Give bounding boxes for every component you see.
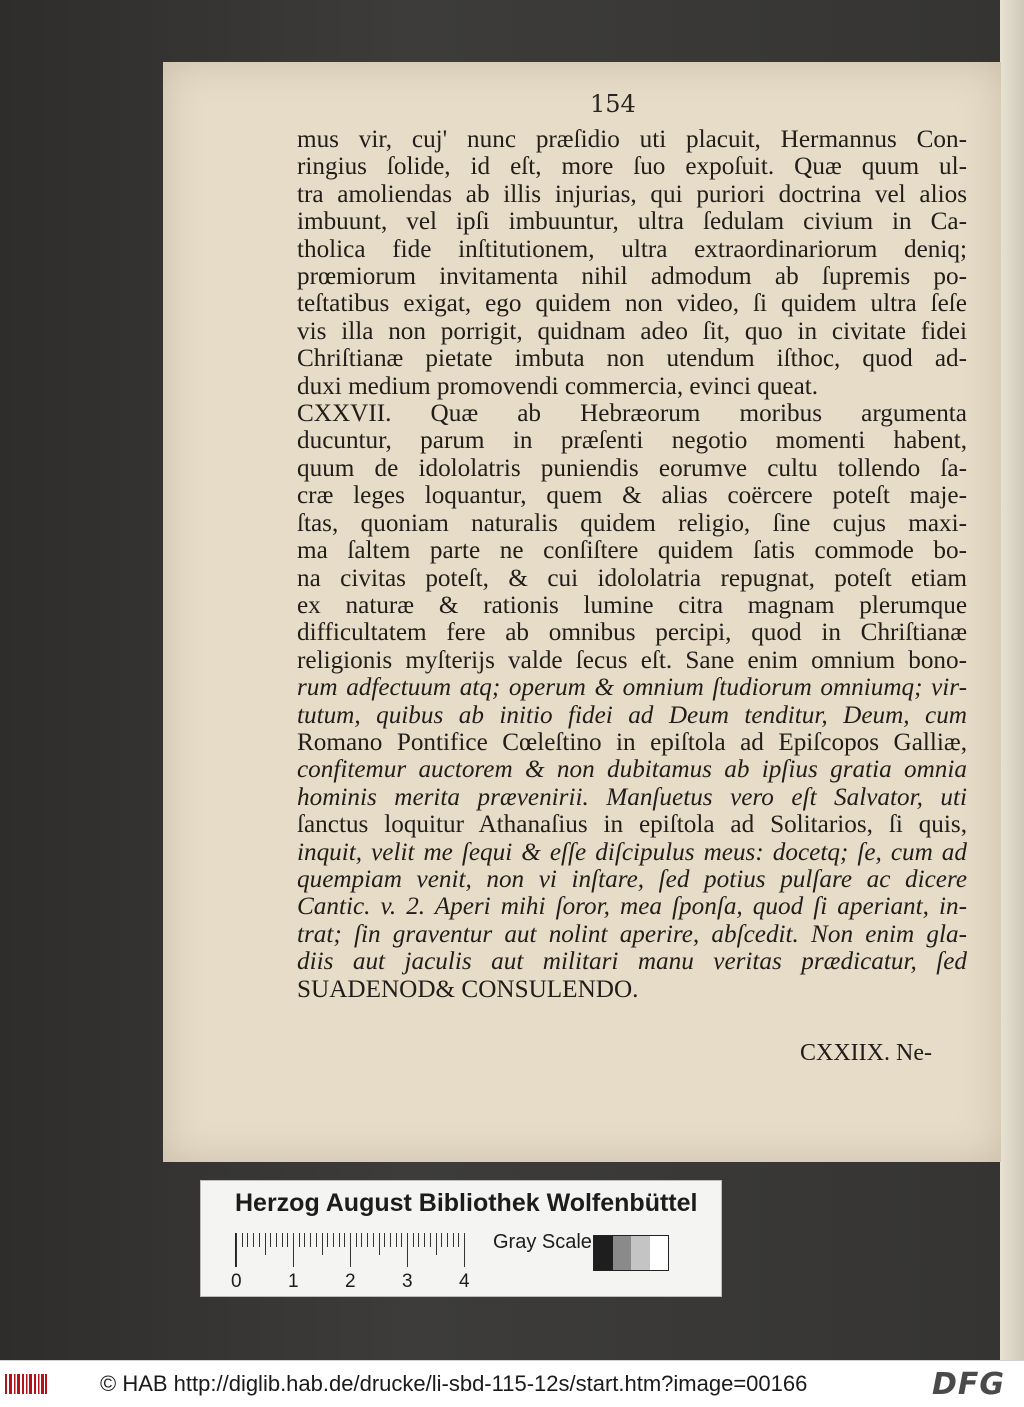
text-line: inquit, velit me ſequi & eſſe diſcipulus meus: docetq; ſe, cum ad <box>297 838 967 866</box>
measurement-ruler <box>235 1233 476 1267</box>
text-line: ſanctus loquitur Athanaſius in epiſtola ad Solitarios, ſi quis, <box>297 811 967 839</box>
text-line: duxi medium promovendi commercia, evinci queat. <box>297 372 819 400</box>
text-line: rum adfectuum atq; operum & omnium ſtudiorum omniumq; vir- <box>297 674 967 702</box>
page-number: 154 <box>590 90 636 118</box>
ruler-tick <box>464 1233 465 1267</box>
hab-barcode-logo-icon <box>4 1371 48 1397</box>
ruler-number: 1 <box>288 1271 299 1292</box>
viewer-footer <box>0 1360 1024 1407</box>
ruler-number: 3 <box>402 1271 413 1292</box>
ruler-tick <box>356 1233 357 1247</box>
ruler-tick <box>316 1233 317 1247</box>
text-line: trat; ſin graventur aut nolint aperire, abſcedit. Non enim gla- <box>297 920 967 948</box>
page-text <box>297 126 967 1003</box>
ruler-tick <box>259 1233 260 1247</box>
text-line: vis illa non porrigit, quidnam adeo ſit, quo in civitate fidei <box>297 317 967 345</box>
text-line: na civitas poteſt, & cui idololatria repugnat, poteſt etiam <box>297 564 967 592</box>
ruler-tick <box>424 1233 425 1247</box>
ruler-tick <box>390 1233 391 1247</box>
ruler-tick <box>458 1233 459 1247</box>
gray-swatch <box>613 1236 632 1270</box>
dfg-logo: DFG <box>932 1367 1006 1402</box>
color-calibration-card <box>200 1180 722 1297</box>
text-line: quempiam venit, non vi inſtare, ſed potius pulſare ac dicere <box>297 865 967 893</box>
text-line: tutum, quibus ab initio fidei ad Deum tenditur, Deum, cum <box>297 701 967 729</box>
text-line: hominis merita prævenirii. Manſuetus vero eſt Salvator, uti <box>297 783 967 811</box>
ruler-tick <box>441 1233 442 1247</box>
gray-scale-swatches <box>593 1235 669 1271</box>
ruler-tick <box>453 1233 454 1247</box>
ruler-tick <box>350 1233 351 1267</box>
ruler-tick <box>265 1233 266 1255</box>
ruler-tick <box>253 1233 254 1247</box>
ruler-tick <box>276 1233 277 1247</box>
text-line: mus vir, cuj' nunc præſidio uti placuit, Hermannus Con- <box>297 126 967 153</box>
ruler-tick <box>373 1233 374 1247</box>
adjacent-page-edge <box>1000 0 1024 1360</box>
text-line: cræ leges loquantur, quem & alias coërcere poteſt maje- <box>297 482 967 510</box>
text-line: tra amoliendas ab illis injurias, qui puriori doctrina vel alios <box>297 180 967 208</box>
ruler-tick <box>407 1233 408 1267</box>
gray-scale-label: Gray Scale <box>493 1231 592 1253</box>
text-line: teſtatibus exigat, ego quidem non video, ſi quidem ultra ſeſe <box>297 290 967 318</box>
text-line: diis aut jaculis aut militari manu veritas prædicatur, ſed <box>297 948 967 976</box>
text-line: SUADENOD& CONSULENDO. <box>297 975 639 1003</box>
text-line: confitemur auctorem & non dubitamus ab ipſius gratia omnia <box>297 756 967 784</box>
copyright-url-text: © HAB http://diglib.hab.de/drucke/li-sbd-115-12s/start.htm?image=00166 <box>100 1371 808 1396</box>
ruler-tick <box>430 1233 431 1247</box>
ruler-tick <box>333 1233 334 1247</box>
ruler-tick <box>339 1233 340 1247</box>
ruler-tick <box>293 1233 294 1267</box>
ruler-tick <box>396 1233 397 1247</box>
text-line: prœmiorum invitamenta nihil admodum ab ſupremis po- <box>297 263 967 291</box>
ruler-number: 2 <box>345 1271 356 1292</box>
ruler-tick <box>384 1233 385 1247</box>
ruler-tick <box>367 1233 368 1247</box>
text-line: Romano Pontifice Cœleſtino in epiſtola ad Epiſcopos Galliæ, <box>297 728 967 756</box>
ruler-tick <box>327 1233 328 1247</box>
ruler-tick <box>447 1233 448 1247</box>
text-line: Chriſtianæ pietate imbuta non utendum iſthoc, quod ad- <box>297 345 967 373</box>
text-line: CXXVII. Quæ ab Hebræorum moribus argumenta <box>297 400 967 428</box>
catchword: CXXIIX. Ne- <box>800 1040 932 1066</box>
text-line: Cantic. v. 2. Aperi mihi ſoror, mea ſponſa, quod ſi aperiant, in- <box>297 893 967 921</box>
text-line: ex naturæ & rationis lumine citra magnam plerumque <box>297 591 967 619</box>
ruler-tick <box>418 1233 419 1247</box>
ruler-tick <box>361 1233 362 1247</box>
text-line: ringius ſolide, id eſt, more ſuo expoſuit. Quæ quum ul- <box>297 153 967 181</box>
ruler-tick <box>270 1233 271 1247</box>
ruler-tick <box>242 1233 243 1247</box>
ruler-tick <box>379 1233 380 1255</box>
gray-swatch <box>631 1236 650 1270</box>
ruler-number: 0 <box>231 1271 242 1292</box>
ruler-tick <box>299 1233 300 1247</box>
ruler-tick <box>282 1233 283 1247</box>
text-line: quum de idololatris puniendis eorumve cultu tollendo ſa- <box>297 454 967 482</box>
ruler-tick <box>344 1233 345 1247</box>
text-line: ſtas, quoniam naturalis quidem religio, ſine cujus maxi- <box>297 509 967 537</box>
ruler-tick <box>436 1233 437 1255</box>
gray-swatch <box>650 1236 669 1270</box>
ruler-tick <box>310 1233 311 1247</box>
text-line: tholica fide inſtitutionem, ultra extraordinariorum deniq; <box>297 235 967 263</box>
text-line: imbuunt, vel ipſi imbuuntur, ultra ſedulam civium in Ca- <box>297 208 967 236</box>
ruler-tick <box>304 1233 305 1247</box>
ruler-tick <box>247 1233 248 1247</box>
text-line: religionis myſterijs valde ſecus eſt. Sane enim omnium bono- <box>297 646 967 674</box>
text-line: difficultatem fere ab omnibus percipi, quod in Chriſtianæ <box>297 619 967 647</box>
gray-swatch <box>594 1236 613 1270</box>
ruler-tick <box>236 1233 237 1267</box>
ruler-tick <box>322 1233 323 1255</box>
text-line: ducuntur, parum in præſenti negotio momenti habent, <box>297 427 967 455</box>
library-name: Herzog August Bibliothek Wolfenbüttel <box>235 1189 698 1217</box>
ruler-tick <box>413 1233 414 1247</box>
ruler-tick <box>287 1233 288 1247</box>
ruler-number: 4 <box>459 1271 470 1292</box>
ruler-tick <box>401 1233 402 1247</box>
text-line: ma ſaltem parte ne conſiſtere quidem ſatis commode bo- <box>297 537 967 565</box>
